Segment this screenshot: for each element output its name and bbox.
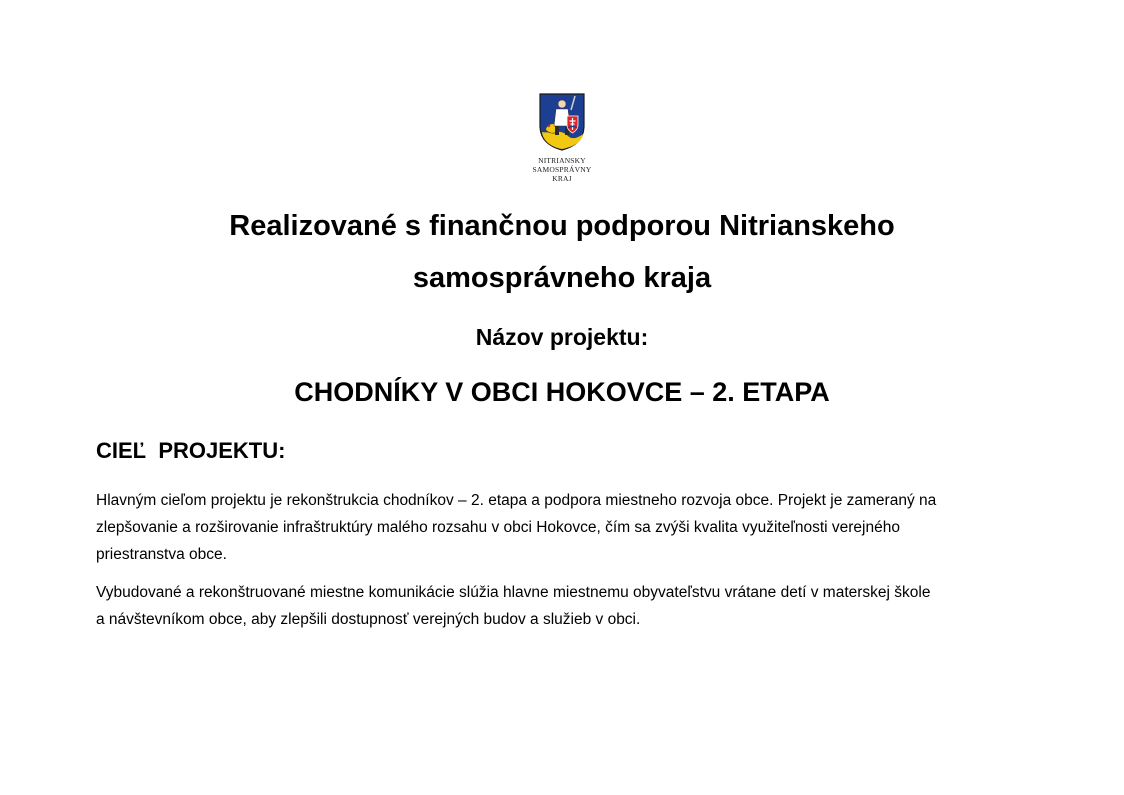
paragraph-goal bbox=[96, 487, 1036, 568]
region-logo bbox=[524, 92, 600, 183]
page-title bbox=[0, 200, 1124, 304]
paragraph-line: Vybudované a rekonštruované miestne komunikácie slúžia hlavne miestnemu obyvateľstvu vrátane detí v materskej škole bbox=[96, 584, 931, 601]
paragraph-line: priestranstva obce. bbox=[96, 546, 227, 563]
nitra-region-coat-of-arms-icon bbox=[538, 92, 586, 152]
paragraph-line: a návštevníkom obce, aby zlepšili dostupnosť verejných budov a služieb v obci. bbox=[96, 611, 641, 628]
title-line-1: Realizované s finančnou podporou Nitrianskeho bbox=[229, 210, 895, 242]
section-heading: CIEĽ PROJEKTU: bbox=[96, 438, 286, 463]
project-name-label: Názov projektu: bbox=[475, 324, 649, 350]
logo-caption-line-3: KRAJ bbox=[552, 174, 572, 183]
title-line-2: samosprávneho kraja bbox=[412, 262, 712, 294]
project-name: CHODNÍKY V OBCI HOKOVCE – 2. ETAPA bbox=[294, 377, 830, 407]
logo-caption-line-1: NITRIANSKY bbox=[538, 156, 586, 165]
paragraph-line: zlepšovanie a rozširovanie infraštruktúry malého rozsahu v obci Hokovce, čím sa zvýši kvalita využiteľnosti verejného bbox=[96, 519, 900, 536]
paragraph-line: Hlavným cieľom projektu je rekonštrukcia chodníkov – 2. etapa a podpora miestneho rozvoja obce. Projekt je zameraný na bbox=[96, 492, 937, 509]
logo-caption bbox=[524, 156, 600, 183]
paragraph-purpose bbox=[96, 579, 1036, 633]
logo-caption-line-2: SAMOSPRÁVNY bbox=[532, 165, 592, 174]
